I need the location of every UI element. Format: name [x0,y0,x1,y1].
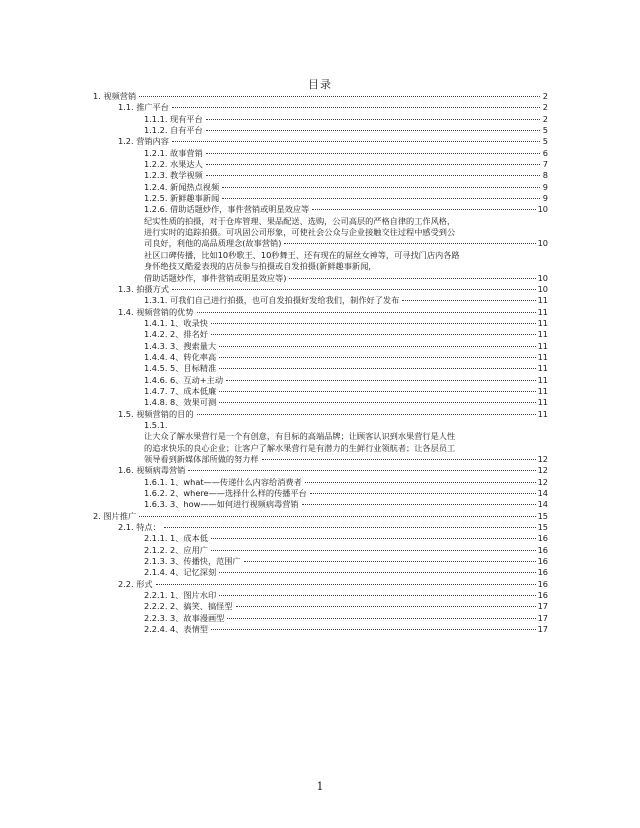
toc-body-text: 纪实性质的拍摄，对于仓库管理、果品配送、选购，公司高层的严格自律的工作风格， [144,215,456,226]
dot-leader [402,300,535,301]
toc-entry-page: 11 [537,408,548,419]
dot-leader [244,561,536,562]
toc-title: 目录 [308,78,332,91]
dot-leader [289,278,535,279]
toc-entry-page: 11 [537,397,548,408]
toc-entry[interactable] [0,397,640,408]
toc-entry[interactable] [0,114,640,125]
toc-entry[interactable] [0,307,640,318]
toc-entry[interactable] [0,624,640,635]
toc-entry-page: 11 [537,340,548,351]
toc-entry[interactable] [0,204,640,215]
toc-entry-label: 1.6. 视频病毒营销 [118,465,186,476]
dot-leader [172,107,540,108]
dot-leader [226,380,536,381]
toc-body-text: 身怀绝技又酷爱表现的店员参与拍摄或自发拍摄(新鲜趣事新闻， [144,261,377,272]
toc-entry[interactable] [0,91,640,102]
toc-entry-page: 15 [537,522,548,533]
toc-entry-label: 1.4.6. 6、互动+主动 [144,374,224,385]
page-number: 1 [316,780,324,793]
toc-entry[interactable] [0,318,640,329]
toc-entry-label: 1.4.3. 3、搜索量大 [144,340,217,351]
toc-entry-page: 5 [542,136,548,147]
dot-leader [139,516,535,517]
toc-entry[interactable] [0,193,640,204]
toc-entry-label: 1.4.2. 2、排名好 [144,329,208,340]
toc-entry[interactable] [0,375,640,386]
toc-body-text: 进行实时的追踪拍摄。可巩固公司形象，可使社会公众与企业接触交往过程中感受到公 [144,227,456,238]
toc-entry[interactable] [0,477,640,488]
toc-entry[interactable] [0,522,640,533]
toc-entry-page: 16 [537,556,548,567]
dot-leader [206,130,540,131]
dot-leader [206,153,540,154]
toc-entry[interactable] [0,545,640,556]
toc-entry[interactable] [0,454,640,465]
toc-entry-page: 7 [542,159,548,170]
toc-entry-page: 15 [537,510,548,521]
dot-leader [211,538,536,539]
toc-entry-label: 1.6.2. 2、where——选择什么样的传播平台 [144,488,307,499]
toc-entry[interactable] [0,125,640,136]
toc-entry[interactable] [0,363,640,374]
toc-entry-label: 1.4.8. 8、效果可测 [144,397,217,408]
toc-entry-page: 11 [537,317,548,328]
toc-entry-page: 17 [537,624,548,635]
dot-leader [310,493,536,494]
dot-leader [312,209,535,210]
toc-entry[interactable] [0,386,640,397]
toc-entry-page: 8 [542,170,548,181]
toc-entry[interactable] [0,341,640,352]
toc-entry-page: 16 [537,590,548,601]
toc-entry-label: 1.6.3. 3、how——如何进行视频病毒营销 [144,499,299,510]
toc-entry-label: 2.1.2. 2、应用广 [144,544,208,555]
toc-entry[interactable] [0,511,640,522]
toc-entry[interactable] [0,136,640,147]
toc-entry[interactable] [0,295,640,306]
toc-entry-label: 2.2.2. 2、搞笑、搞怪型 [144,601,233,612]
dot-leader [222,187,540,188]
toc-body-text: 1.5.1. [144,419,168,430]
toc-entry[interactable] [0,409,640,420]
toc-entry[interactable] [0,579,640,590]
toc-entry-label: 1.2.4. 新闻热点视频 [144,181,220,192]
toc-body-text: 的追求快乐的良心企业；让客户了解水果营行是有潜力的生鲜行业领航者；让各层员工 [144,442,456,453]
toc-entry-label: 2.2.1. 1、图片水印 [144,590,217,601]
toc-entry-page: 12 [537,454,548,464]
toc-entry-page: 12 [537,476,548,487]
toc-entry-label: 1.2. 营销内容 [118,136,169,147]
dot-leader [236,606,536,607]
toc-entry[interactable] [0,613,640,624]
toc-entry[interactable] [0,284,640,295]
toc-entry-page: 9 [542,193,548,204]
toc-entry-label: 1.2.5. 新鲜趣事新闻 [144,193,220,204]
toc-entry-page: 11 [537,351,548,362]
toc-entry[interactable] [0,170,640,181]
toc-entry-label: 1.4. 视频营销的优势 [118,306,194,317]
toc-entry-label: 1.1.1. 现有平台 [144,113,203,124]
dot-leader [172,141,540,142]
toc-entry-page: 14 [537,488,548,499]
toc-entry-label: 1.6.1. 1、what——传递什么内容给消费者 [144,476,302,487]
dot-leader [222,198,540,199]
toc-entry-label: 2. 图片推广 [93,510,137,521]
dot-leader [219,368,535,369]
toc-entry-page: 6 [542,147,548,158]
dot-leader [219,595,535,596]
toc-body-text: 让大众了解水果营行是一个有创意，有目标的高端品牌；让顾客认识到水果营行是人性 [144,431,456,442]
toc-entry[interactable] [0,601,640,612]
toc-entry-label: 2.1.3. 3、传播快，范围广 [144,556,241,567]
toc-entry-label: 领导看到新媒体部所做的努力样 [144,454,259,464]
dot-leader [219,572,535,573]
dot-leader [197,414,536,415]
toc-entry-page: 16 [537,544,548,555]
toc-entry[interactable] [0,352,640,363]
toc-entry-label: 1.4.7. 7、成本低廉 [144,385,217,396]
dot-leader [172,289,536,290]
toc-entry-page: 9 [542,181,548,192]
toc-entry-page: 11 [537,306,548,317]
dot-leader [211,629,536,630]
toc-entry-page: 5 [542,125,548,136]
dot-leader [164,527,536,528]
toc-entry-page: 2 [542,113,548,124]
toc-entry-page: 11 [537,363,548,374]
dot-leader [206,175,540,176]
toc-entry-page: 16 [537,567,548,578]
toc-entry-page: 11 [537,295,548,306]
toc-entry-page: 12 [537,465,548,476]
dot-leader [219,357,535,358]
dot-leader [219,346,535,347]
toc-entry-label: 1.3.1. 可我们自己进行拍摄，也可自发拍摄好发给我们，制作好了发布 [144,295,400,306]
dot-leader [305,482,536,483]
toc-entry[interactable] [0,329,640,340]
toc-entry-label: 2.2.4. 4、表情型 [144,624,208,635]
toc-entry-label: 2.1.4. 4、记忆深刻 [144,567,217,578]
toc-entry-label: 1. 视频营销 [93,91,137,101]
dot-leader [284,243,535,244]
dot-leader [211,550,536,551]
toc-entry-page: 11 [537,329,548,340]
toc-entry[interactable] [0,102,640,113]
toc-list [0,91,640,636]
toc-entry-page: 11 [537,385,548,396]
dot-leader [206,119,540,120]
toc-entry-label: 1.2.2. 水果达人 [144,159,203,170]
toc-entry-label: 1.2.3. 教学视频 [144,170,203,181]
toc-entry-page: 11 [537,374,548,385]
toc-entry-page: 2 [542,102,548,113]
toc-entry-page: 14 [537,499,548,510]
toc-entry-page: 17 [537,612,548,623]
toc-entry[interactable] [0,499,640,510]
toc-entry-page: 2 [542,91,548,101]
toc-entry[interactable] [0,148,640,159]
dot-leader [219,402,535,403]
dot-leader [188,470,535,471]
toc-entry[interactable] [0,465,640,476]
toc-entry[interactable] [0,488,640,499]
toc-entry-page: 10 [537,238,548,249]
toc-entry[interactable] [0,159,640,170]
toc-entry[interactable] [0,182,640,193]
toc-entry-page: 17 [537,601,548,612]
toc-entry[interactable] [0,567,640,578]
toc-entry-label: 1.3. 拍摄方式 [118,283,169,294]
toc-entry-label: 借助话题炒作，事件营销或明星效应等) [144,272,287,283]
toc-entry-label: 2.1.1. 1、成本低 [144,533,208,544]
toc-entry[interactable] [0,556,640,567]
toc-entry-label: 2.1. 特点： [118,522,161,533]
toc-entry-label: 1.5. 视频营销的目的 [118,408,194,419]
toc-entry[interactable] [0,590,640,601]
toc-entry-label: 1.4.4. 4、转化率高 [144,351,217,362]
toc-entry-label: 1.1. 推广平台 [118,102,169,113]
dot-leader [206,164,540,165]
toc-entry-page: 10 [537,283,548,294]
toc-entry[interactable] [0,533,640,544]
toc-entry-label: 1.4.5. 5、目标精准 [144,363,217,374]
dot-leader [211,323,536,324]
toc-entry[interactable] [0,238,640,249]
toc-entry-page: 10 [537,272,548,283]
toc-entry-label: 1.4.1. 1、收录快 [144,317,208,328]
toc-body-text: 社区口碑传播，比如10秒歌王、10秒舞王、还有现在的屌丝女神等，可寻找门店内各路 [144,249,460,260]
dot-leader [197,312,536,313]
toc-entry-page: 16 [537,533,548,544]
toc-entry-label: 1.2.1. 故事营销 [144,147,203,158]
dot-leader [139,96,540,97]
toc-entry-page: 10 [537,204,548,215]
dot-leader [227,618,535,619]
dot-leader [302,504,536,505]
toc-entry[interactable] [0,273,640,284]
dot-leader [262,459,536,460]
toc-entry-label: 1.2.6. 借助话题炒作，事件营销或明星效应等 [144,204,310,215]
toc-entry-label: 2.2. 形式 [118,578,153,589]
toc-entry-label: 2.2.3. 3、故事漫画型 [144,612,225,623]
dot-leader [219,391,535,392]
toc-entry-label: 司良好，利他的高品质理念(故事营销) [144,238,282,249]
toc-entry-page: 16 [537,578,548,589]
toc-entry-label: 1.1.2. 自有平台 [144,125,203,136]
dot-leader [211,334,536,335]
dot-leader [156,584,536,585]
